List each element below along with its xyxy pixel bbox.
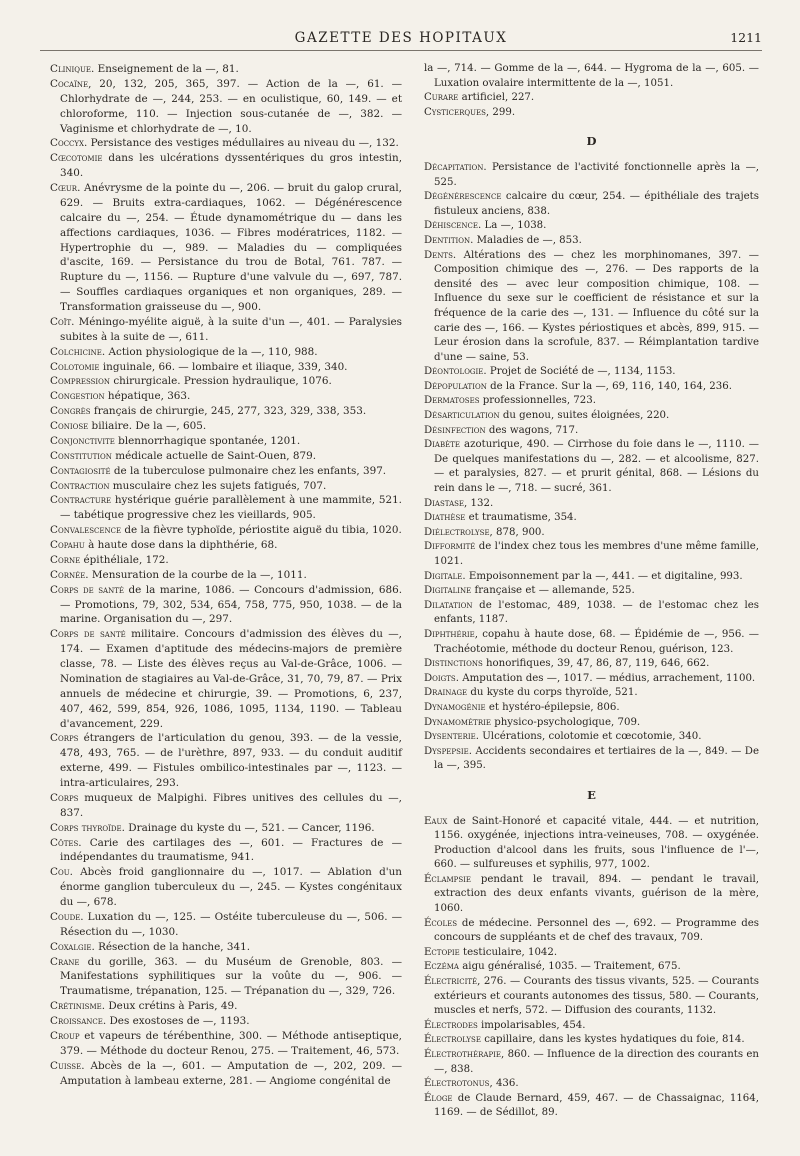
index-term: Congestion bbox=[50, 390, 105, 403]
index-entry bbox=[424, 1019, 759, 1034]
index-references: Persistance des vestiges médullaires au niveau du —, 132. bbox=[87, 137, 399, 150]
index-references: honorifiques, 39, 47, 86, 87, 119, 646, 662. bbox=[482, 658, 710, 670]
index-references: à haute dose dans la diphthérie, 68. bbox=[84, 539, 278, 551]
index-references: Projet de Société de —, 1134, 1153. bbox=[486, 366, 676, 378]
index-entry bbox=[424, 1092, 759, 1121]
index-term: Cou. bbox=[50, 866, 73, 879]
index-entry bbox=[424, 219, 759, 234]
index-references: de la France. Sur la —, 69, 116, 140, 164, 236. bbox=[486, 380, 732, 392]
index-term: Électrothérapie, bbox=[424, 1049, 505, 1060]
index-references: azoturique, 490. — Cirrhose du foie dans le —, 1110. — De quelques manifestations du —, 282. — et alcoolisme, 827. — et paralysies, 827. — et prurit génital, 868. — Lésions du rein dans le —, 718. — sucré, 361. bbox=[434, 439, 759, 495]
index-term: Diabète bbox=[424, 439, 461, 451]
index-references: français de chirurgie, 245, 277, 323, 329, 338, 353. bbox=[90, 405, 367, 418]
index-references: Anévrysme de la pointe du —, 206. — bruit du galop crural, 629. — Bruits extra-cardiaques, 1062. — Dégénérescence calcaire du —, 254. — Étude dynamométrique du — dans les affections cardiaques, 1036. — Fibres modératrices, 1182. — Hypertrophie du —, 989. — Maladies du — compliquées d'ascite, 169. — Persistance du trou de Botal, 761. 787. — Rupture du —, 1156. — Rupture d'une valvule du —, 697, 787. — Souffles cardiaques organiques et non organiques, 289. — Transformation graisseuse du —, 900. bbox=[60, 182, 402, 313]
index-entry bbox=[424, 540, 759, 569]
index-term: Cœcotomie bbox=[50, 152, 103, 165]
index-references: blennorrhagique spontanée, 1201. bbox=[114, 434, 301, 447]
index-references: calcaire du cœur, 254. — épithéliale des trajets fistuleux anciens, 838. bbox=[434, 191, 759, 217]
index-term: Électricité, bbox=[424, 976, 481, 988]
index-term: Convalescence bbox=[50, 524, 122, 537]
index-term: Dynamogénie bbox=[424, 701, 486, 713]
index-references: des wagons, 717. bbox=[485, 424, 579, 436]
index-references: de Saint-Honoré et capacité vitale, 444. — et nutrition, 1156. oxygénée, injections intra-veineuses, 708. — oxygénée. Production d'alcool dans les fruits, sous l'influence de l'—, 660. — sulfureuses et syphilis, 977, 1002. bbox=[434, 815, 759, 871]
index-term: Dyspepsie. bbox=[424, 745, 473, 757]
index-entry bbox=[50, 493, 402, 523]
index-entry bbox=[50, 791, 402, 821]
index-references: Abcès de la —, 601. — Amputation de —, 202, 209. — Amputation à lambeau externe, 281. — Angiome congénital de bbox=[60, 1059, 402, 1087]
index-references: 878, 900. bbox=[492, 526, 545, 538]
index-entry bbox=[424, 394, 759, 409]
index-entry bbox=[424, 497, 759, 512]
index-term: Dents. bbox=[424, 249, 457, 261]
index-entry bbox=[50, 568, 402, 583]
index-entry bbox=[50, 523, 402, 538]
index-references: du kyste du corps thyroïde, 521. bbox=[467, 687, 638, 699]
index-term: Côtes. bbox=[50, 836, 82, 849]
index-references: Des exostoses de —, 1193. bbox=[106, 1015, 250, 1027]
index-entry bbox=[424, 917, 759, 946]
index-references: capillaire, dans les kystes hydatiques du foie, 814. bbox=[480, 1034, 745, 1046]
index-references: testiculaire, 1042. bbox=[459, 946, 558, 958]
index-references: pendant le travail, 894. — pendant le travail, extraction des deux enfants vivants, guérison de la mère, 1060. bbox=[434, 873, 759, 915]
index-references: artificiel, 227. bbox=[458, 92, 535, 104]
index-entry bbox=[424, 672, 759, 687]
page-header bbox=[40, 28, 762, 51]
index-entry bbox=[50, 345, 402, 360]
index-references: professionnelles, 723. bbox=[479, 395, 596, 407]
index-term: Cysticerques, bbox=[424, 106, 490, 118]
index-references: de la tuberculose pulmonaire chez les enfants, 397. bbox=[110, 464, 387, 477]
index-term: Colotomie bbox=[50, 360, 100, 373]
index-term: Éloge bbox=[424, 1092, 453, 1104]
index-term: Cuisse. bbox=[50, 1059, 85, 1072]
index-term: Contracture bbox=[50, 494, 112, 507]
index-term: Croissance. bbox=[50, 1015, 107, 1027]
index-entry bbox=[424, 730, 759, 745]
index-references: Luxation du —, 125. — Ostéite tuberculeuse du —, 506. — Résection du —, 1030. bbox=[60, 910, 402, 938]
index-term: Déontologie. bbox=[424, 366, 487, 378]
index-references: impolarisables, 454. bbox=[477, 1019, 586, 1031]
index-references: militaire. Concours d'admission des élèves du —, 174. — Examen d'aptitude des médecins-majors de première classe, 78. — Liste des élèves reçus au Val-de-Grâce, 1006. — Nomination de stagiaires au Val-de-Grâce, 31, 70, 79, 87. — Prix annuels de médecine et chirurgie, 39. — Promotions, 6, 237, 407, 462, 599, 854, 926, 1086, 1095, 1134, 1190. — Tableau d'avancement, 229. bbox=[60, 628, 402, 730]
index-entry bbox=[424, 1077, 759, 1092]
index-references: et traumatisme, 354. bbox=[465, 512, 577, 524]
index-references: hystérique guérie parallèlement à une mammite, 521. — tabétique progressive chez les vieillards, 905. bbox=[60, 494, 402, 522]
index-entry bbox=[50, 1059, 402, 1089]
index-term: Compression bbox=[50, 375, 111, 388]
index-references: Méningo-myélite aiguë, à la suite d'un —, 401. — Paralysies subites à la suite de —, 611. bbox=[60, 315, 402, 343]
index-entry bbox=[50, 374, 402, 389]
index-term: Congrès bbox=[50, 405, 91, 418]
index-term: Colchicine. bbox=[50, 345, 106, 358]
index-term: Dégénérescence bbox=[424, 191, 502, 203]
index-entry bbox=[50, 62, 402, 77]
index-term: Dysenterie. bbox=[424, 731, 479, 743]
index-references: aigu généralisé, 1035. — Traitement, 675. bbox=[459, 961, 681, 973]
index-entry bbox=[424, 106, 759, 121]
index-term: Éclampsie bbox=[424, 873, 472, 885]
index-entry bbox=[424, 599, 759, 628]
index-entry bbox=[424, 365, 759, 380]
index-references: Carie des cartilages des —, 601. — Fractures de — indépendantes du traumatisme, 941. bbox=[60, 836, 402, 864]
index-references: Amputation des —, 1017. — médius, arrachement, 1100. bbox=[458, 672, 756, 684]
index-entry bbox=[424, 1048, 759, 1077]
index-term: Électrodes bbox=[424, 1019, 478, 1031]
index-references: 436. bbox=[492, 1078, 519, 1090]
index-entry bbox=[50, 1014, 402, 1029]
index-entry bbox=[424, 815, 759, 873]
index-term: Désarticulation bbox=[424, 410, 500, 422]
index-term: Électrolyse bbox=[424, 1034, 481, 1046]
index-references: biliaire. De la —, 605. bbox=[88, 420, 207, 432]
index-entry bbox=[50, 1029, 402, 1059]
index-entry bbox=[50, 315, 402, 345]
index-entry bbox=[50, 404, 402, 419]
index-entry bbox=[424, 511, 759, 526]
index-entry bbox=[50, 553, 402, 568]
index-term: Dentition. bbox=[424, 234, 474, 246]
index-entry bbox=[50, 479, 402, 494]
index-term: Corps bbox=[50, 732, 79, 745]
index-references: Enseignement de la —, 81. bbox=[94, 63, 239, 75]
index-term: Eczéma bbox=[424, 961, 459, 973]
index-references: 20, 132, 205, 365, 397. — Action de la —, 61. — Chlorhydrate de —, 244, 253. — en oculistique, 60, 149. — et chloroforme, 110. — Injection sous-cutanée de —, 382. — Vaginisme et chlorhydrate de —, 10. bbox=[60, 77, 402, 135]
index-entry bbox=[50, 955, 402, 1000]
index-term: Contagiosité bbox=[50, 464, 111, 477]
index-entry bbox=[424, 424, 759, 439]
index-term: Croup bbox=[50, 1029, 80, 1042]
index-entry bbox=[50, 940, 402, 955]
page-number: 1211 bbox=[730, 30, 762, 45]
index-references: Maladies de —, 853. bbox=[473, 234, 582, 246]
index-entry bbox=[424, 249, 759, 366]
index-references: Drainage du kyste du —, 521. — Cancer, 1196. bbox=[124, 821, 375, 834]
index-references: et vapeurs de térébenthine, 300. — Méthode antiseptique, 379. — Méthode du docteur Renou, 275. — Traitement, 46, 573. bbox=[60, 1029, 402, 1057]
index-entry bbox=[424, 960, 759, 975]
index-term: Coude. bbox=[50, 910, 84, 923]
index-term: Désinfection bbox=[424, 424, 486, 436]
index-term: Cocaïne, bbox=[50, 77, 92, 90]
index-term: Curare bbox=[424, 92, 459, 104]
index-entry bbox=[424, 1033, 759, 1048]
index-term: Dépopulation bbox=[424, 380, 487, 392]
index-entry bbox=[424, 975, 759, 1019]
index-term: Électrotonus, bbox=[424, 1078, 493, 1090]
index-entry bbox=[424, 686, 759, 701]
index-references: copahu à haute dose, 68. — Épidémie de —, 956. — Trachéotomie, méthode du docteur Renou, guérison, 123. bbox=[434, 628, 759, 655]
index-entry bbox=[424, 873, 759, 917]
index-entry bbox=[50, 419, 402, 434]
index-term: Diélectrolyse, bbox=[424, 526, 493, 538]
index-references: Altérations des — chez les morphinomanes, 397. — Composition chimique des —, 276. — Des rapports de la densité des — avec leur composition chimique, 108. — Influence du sexe sur le coefficient de résistance et sur la fréquence de la carie des —, 131. — Influence du côté sur la carie des —, 166. — Kystes périostiques et abcès, 899, 915. — Leur érosion dans la scrofule, 837. — Réimplantation tardive d'une — saine, 53. bbox=[434, 249, 759, 363]
index-references: Deux crétins à Paris, 49. bbox=[105, 1000, 238, 1013]
index-references: Abcès froid ganglionnaire du —, 1017. — Ablation d'un énorme ganglion tuberculeux du —, 245. — Kystes congénitaux du —, 678. bbox=[60, 866, 402, 908]
index-references: La —, 1038. bbox=[481, 220, 547, 232]
index-term: Diphthérie, bbox=[424, 628, 479, 640]
index-references: 860. — Influence de la direction des courants en —, 838. bbox=[434, 1049, 759, 1075]
index-entry bbox=[50, 389, 402, 404]
index-term: Dilatation bbox=[424, 599, 473, 611]
index-term: Cornée. bbox=[50, 568, 89, 581]
right-column bbox=[424, 62, 759, 1121]
index-entry bbox=[424, 91, 759, 106]
index-term: Corps thyroïde. bbox=[50, 821, 125, 834]
index-references: physico-psychologique, 709. bbox=[490, 716, 641, 728]
index-references: Persistance de l'activité fonctionnelle après la —, 525. bbox=[434, 161, 759, 188]
index-entry bbox=[424, 657, 759, 672]
left-column bbox=[50, 62, 402, 1088]
index-term: Coccyx. bbox=[50, 137, 88, 150]
index-term: Corps bbox=[50, 791, 79, 804]
index-term: Décapitation. bbox=[424, 161, 487, 173]
index-references: la —, 714. — Gomme de la —, 644. — Hygroma de la —, 605. — Luxation ovalaire intermittente de la —, 1051. bbox=[424, 63, 759, 89]
index-term: Corne bbox=[50, 553, 81, 566]
index-entry bbox=[424, 745, 759, 774]
index-references: muqueux de Malpighi. Fibres unitives des cellules du —, 837. bbox=[60, 791, 402, 819]
index-term: Corps de santé bbox=[50, 583, 124, 596]
index-term: Crétinisme. bbox=[50, 1000, 106, 1013]
index-term: Copahu bbox=[50, 539, 85, 551]
index-references: 276. — Courants des tissus vivants, 525. — Courants extérieurs et courants autonomes des tissus, 580. — Courants, muscles et nerfs, 572. — Diffusion des courants, 1132. bbox=[434, 976, 759, 1017]
index-references: dans les ulcérations dyssentériques du gros intestin, 340. bbox=[60, 152, 402, 180]
index-term: Coït. bbox=[50, 315, 75, 328]
index-references: et hystéro-épilepsie, 806. bbox=[485, 701, 620, 713]
index-entry bbox=[50, 181, 402, 315]
index-entry bbox=[424, 946, 759, 961]
index-references: médicale actuelle de Saint-Ouen, 879. bbox=[111, 449, 317, 462]
index-term: Drainage bbox=[424, 687, 468, 699]
index-entry bbox=[50, 836, 402, 866]
index-term: Digitale. bbox=[424, 570, 466, 582]
index-entry bbox=[50, 538, 402, 553]
index-references: Résection de la hanche, 341. bbox=[94, 940, 251, 953]
index-entry bbox=[50, 731, 402, 791]
index-term: Dermatoses bbox=[424, 395, 480, 407]
index-term: Écoles bbox=[424, 917, 458, 929]
index-entry bbox=[50, 583, 402, 628]
index-references: de la fièvre typhoïde, périostite aiguë du tibia, 1020. bbox=[121, 524, 402, 537]
index-references: Mensuration de la courbe de la —, 1011. bbox=[88, 568, 307, 581]
section-letter: E bbox=[587, 787, 596, 802]
index-entry bbox=[424, 234, 759, 249]
index-entry bbox=[424, 409, 759, 424]
index-references: française et — allemande, 525. bbox=[471, 585, 635, 597]
index-term: Distinctions bbox=[424, 658, 483, 670]
index-entry bbox=[424, 380, 759, 395]
index-entry bbox=[424, 570, 759, 585]
index-term: Difformité bbox=[424, 541, 476, 553]
index-entry bbox=[424, 628, 759, 657]
index-references: 132. bbox=[467, 497, 494, 509]
index-references: de l'index chez tous les membres d'une même famille, 1021. bbox=[434, 541, 759, 567]
index-term: Crane bbox=[50, 955, 80, 968]
index-term: Déhiscence. bbox=[424, 220, 482, 232]
index-references: inguinale, 66. — lombaire et iliaque, 339, 340. bbox=[99, 360, 348, 373]
index-references: épithéliale, 172. bbox=[80, 553, 169, 566]
index-entry bbox=[424, 62, 759, 91]
index-term: Ectopie bbox=[424, 946, 460, 958]
index-term: Constitution bbox=[50, 449, 112, 462]
index-term: Diathèse bbox=[424, 512, 466, 524]
index-term: Coniose bbox=[50, 420, 89, 432]
index-entry bbox=[50, 999, 402, 1014]
index-entry bbox=[50, 821, 402, 836]
index-term: Diastase, bbox=[424, 497, 468, 509]
index-entry bbox=[50, 464, 402, 479]
index-entry bbox=[424, 701, 759, 716]
index-references: 299. bbox=[489, 106, 516, 118]
section-letter: D bbox=[586, 134, 597, 149]
index-term: Corps de santé bbox=[50, 628, 126, 641]
index-references: de Claude Bernard, 459, 467. — de Chassaignac, 1164, 1169. — de Sédillot, 89. bbox=[434, 1092, 759, 1119]
index-entry bbox=[50, 865, 402, 910]
index-entry bbox=[50, 434, 402, 449]
index-entry bbox=[50, 136, 402, 151]
index-term: Coxalgie. bbox=[50, 940, 95, 953]
index-entry bbox=[50, 910, 402, 940]
index-term: Dynamométrie bbox=[424, 716, 491, 728]
index-references: Empoisonnement par la —, 441. — et digitaline, 993. bbox=[465, 570, 743, 582]
index-entry bbox=[50, 77, 402, 137]
index-references: chirurgicale. Pression hydraulique, 1076. bbox=[110, 375, 332, 388]
index-entry bbox=[50, 627, 402, 731]
index-references: Action physiologique de la —, 110, 988. bbox=[105, 345, 318, 358]
index-entry bbox=[50, 151, 402, 181]
index-entry bbox=[424, 716, 759, 731]
index-references: de médecine. Personnel des —, 692. — Programme des concours de suppléants et de chef des travaux, 709. bbox=[434, 917, 759, 944]
index-entry bbox=[424, 438, 759, 496]
index-references: de la marine, 1086. — Concours d'admission, 686. — Promotions, 79, 302, 534, 654, 758, 775, 950, 1038. — de la marine. Organisation du —, 297. bbox=[60, 583, 402, 626]
index-term: Cœur. bbox=[50, 182, 81, 194]
index-references: Accidents secondaires et tertiaires de la —, 849. — De la —, 395. bbox=[434, 745, 759, 772]
index-references: de l'estomac, 489, 1038. — de l'estomac chez les enfants, 1187. bbox=[434, 599, 759, 626]
index-entry bbox=[424, 584, 759, 599]
index-term: Conjonctivite bbox=[50, 434, 115, 447]
index-references: musculaire chez les sujets fatigués, 707. bbox=[109, 479, 327, 492]
index-term: Digitaline bbox=[424, 585, 472, 597]
index-references: hépatique, 363. bbox=[104, 390, 191, 403]
index-term: Clinique. bbox=[50, 63, 95, 75]
index-entry bbox=[50, 360, 402, 375]
index-references: du gorille, 363. — du Muséum de Grenoble, 803. — Manifestations syphilitiques sur la voûte du —, 906. — Traumatisme, trépanation, 125. — Trépanation du —, 329, 726. bbox=[60, 955, 402, 998]
index-term: Eaux bbox=[424, 815, 448, 827]
index-entry bbox=[424, 161, 759, 190]
journal-title: GAZETTE DES HOPITAUX bbox=[294, 30, 508, 46]
index-term: Doigts. bbox=[424, 672, 459, 684]
index-references: du genou, suites éloignées, 220. bbox=[499, 410, 670, 422]
index-entry bbox=[424, 526, 759, 541]
index-entry bbox=[50, 449, 402, 464]
index-term: Contraction bbox=[50, 479, 110, 492]
index-references: Ulcérations, colotomie et cœcotomie, 340. bbox=[478, 731, 702, 743]
index-entry bbox=[424, 190, 759, 219]
index-references: étrangers de l'articulation du genou, 393. — de la vessie, 478, 493, 765. — de l'urèthre, 897, 933. — du conduit auditif externe, 499. — Fistules ombilico-intestinales par —, 1123. — intra-articulaires, 293. bbox=[60, 732, 402, 789]
